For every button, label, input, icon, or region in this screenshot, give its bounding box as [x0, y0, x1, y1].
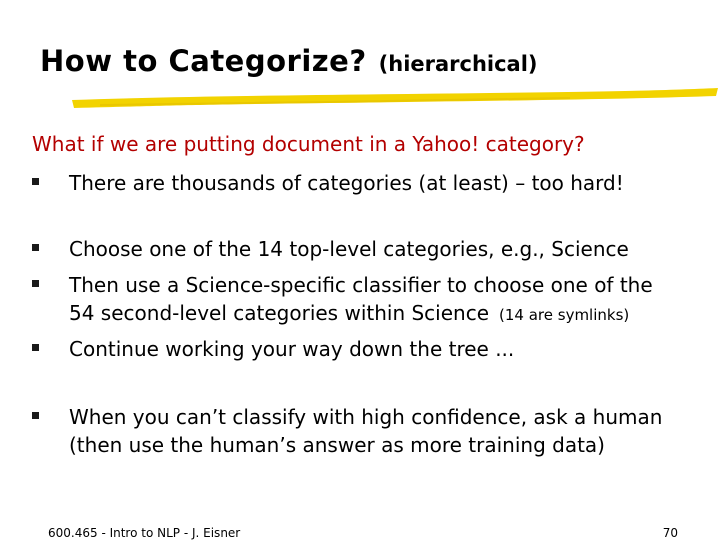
- square-bullet-icon: [32, 244, 39, 251]
- bullet-text: Choose one of the 14 top-level categories, e.g., Science: [69, 237, 629, 261]
- title-main: How to Categorize?: [40, 44, 367, 78]
- bullet-text-part: 54 second-level categories within Science: [69, 301, 490, 325]
- slide-title: [40, 44, 538, 78]
- bullet-text: There are thousands of categories (at least) – too hard!: [69, 171, 624, 195]
- symlinks-note: (14 are symlinks): [499, 306, 630, 324]
- square-bullet-icon: [32, 280, 39, 287]
- square-bullet-icon: [32, 178, 39, 185]
- bullet-text-continued: [69, 300, 629, 328]
- bullet-text: Then use a Science-specific classifier to choose one of the: [69, 273, 653, 297]
- square-bullet-icon: [32, 344, 39, 351]
- bullet-text: When you can’t classify with high confidence, ask a human: [69, 405, 663, 429]
- footer-course-label: 600.465 - Intro to NLP - J. Eisner: [48, 526, 241, 540]
- page-number: 70: [662, 526, 678, 540]
- bullet-text-continued: (then use the human’s answer as more training data): [69, 433, 605, 457]
- square-bullet-icon: [32, 412, 39, 419]
- title-subtitle: (hierarchical): [378, 52, 538, 76]
- title-underline-brush: [70, 86, 720, 112]
- question-text: What if we are putting document in a Yahoo! category?: [32, 132, 585, 156]
- bullet-text: Continue working your way down the tree ...: [69, 337, 515, 361]
